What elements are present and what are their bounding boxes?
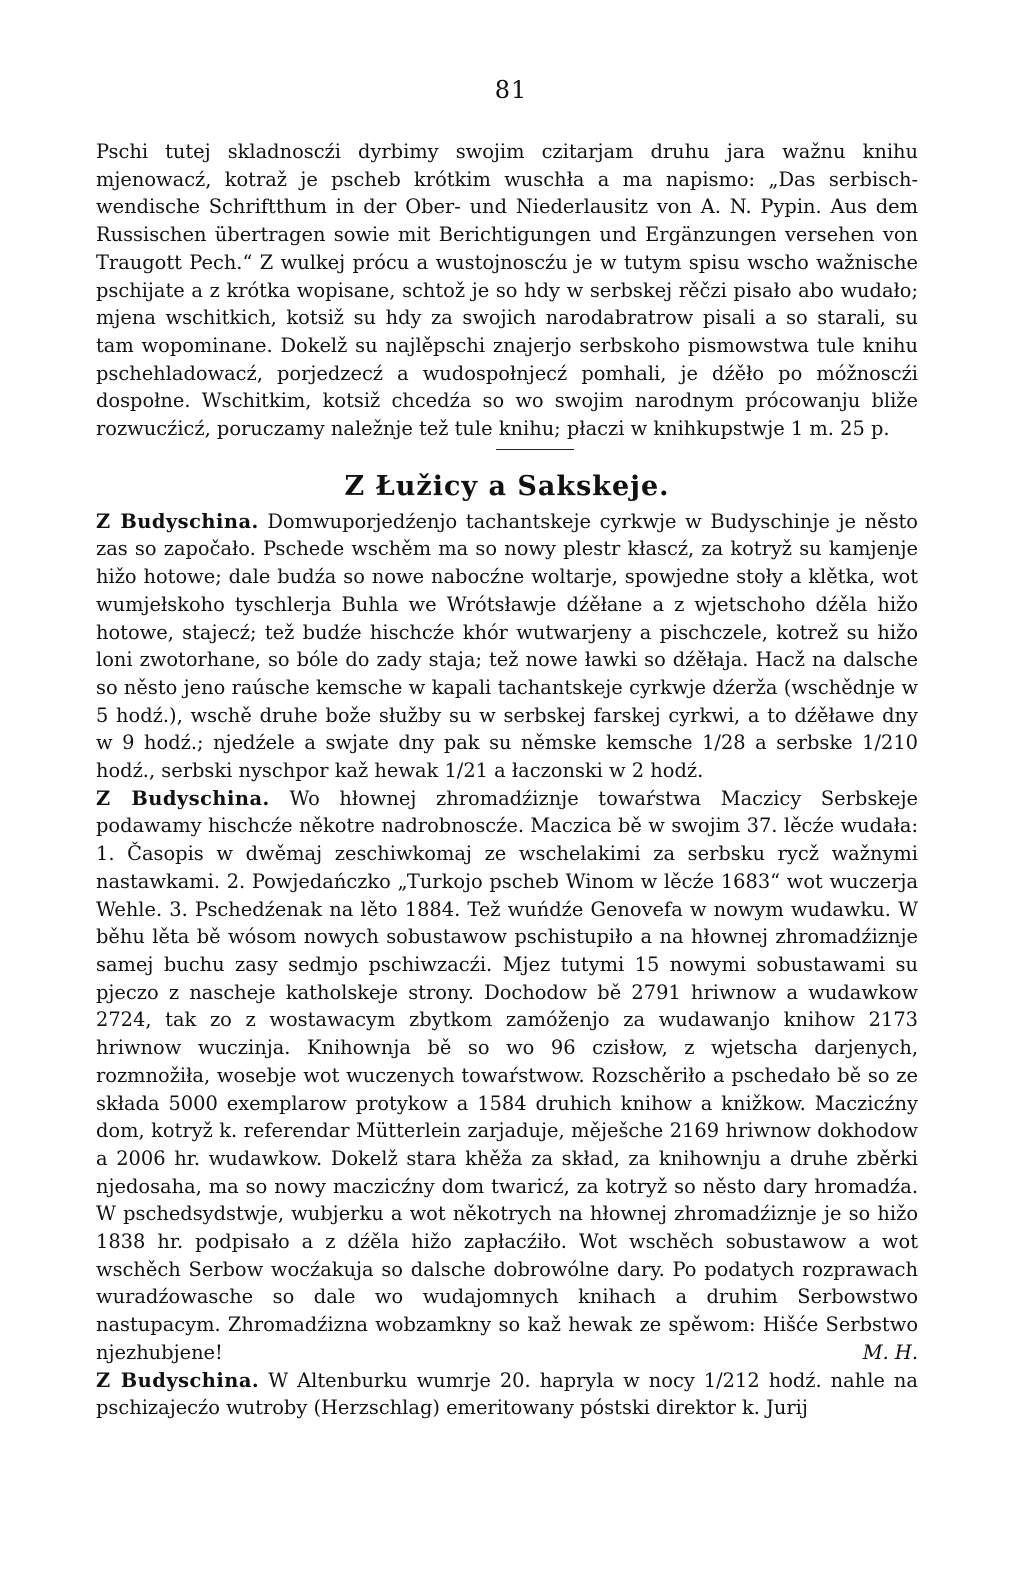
news-item-text: W Altenburku wumrje 20. hapryla w nocy 1/212 hodź. nahle na pschizajecźo wutroby (Herzschlag) emeritowany póstski direktor k. Jurij [96,1368,918,1420]
news-item-place: Z Budyschina. [96,509,259,533]
page-number: 81 [494,76,528,104]
document-page [96,76,918,1422]
news-item-place: Z Budyschina. [96,1368,260,1392]
news-item-place: Z Budyschina. [96,786,270,810]
news-item-2 [96,785,918,1367]
section-heading: Z Łužicy a Sakskeje. [344,470,670,502]
intro-paragraph: Pschi tutej skladnoscźi dyrbimy swojim czitarjam druhu jara wažnu knihu mjenowacź, kotraž je pscheb krótkim wuschła a ma napismo: „Das serbisch-wendische Schriftthum in der Ober- und Niederlausitz von A. N. Pypin. Aus dem Russischen übertragen sowie mit Berichtigungen und Ergänzungen versehen von Traugott Pech.“ Z wulkej prócu a wustojnoscźu je w tutym spisu wscho wažnische pschijate a z krótka wopisane, schtož je so hdy w serbskej rěčzi pisało abo wudało; mjena wschitkich, kotsiž su hdy za swojich narodabratrow pisali a so starali, su tam wopominane. Dokelž su najlěpschi znajerjo serbskoho pismowstwa tule knihu pschehladowacź, porjedzecź a wudospołnjecź pomhali, je dźěło po móžnoscźi dospołne. Wschitkim, kotsiž chcedźa so wo swojim narodnym prócowanju bliže rozwucźicź, poruczamy naležnje tež tule knihu; płaczi w knihkupstwje 1 m. 25 p. [96,140,918,441]
news-item-1 [96,508,918,785]
news-item-text: Wo hłownej zhromadźiznje towaŕstwa Maczicy Serbskeje podawamy hischcźe někotre nadrobnoscźe. Maczica bě w swojim 37. lěcźe wudała: 1. Časopis w dwěmaj zeschiwkomaj ze wschelakimi za serbsku rycž wažnymi nastawkami. 2. Powjedańczko „Turkojo pscheb Winom w lěcźe 1683“ wot wuczerja Wehle. 3. Pschedźenak na lěto 1884. Tež wuńdźe Genovefa w nowym wudawku. W běhu lěta bě wósom nowych sobustawow pschistupiło a na hłownej zhromadźiznje samej buchu zasy sedmjo pschiwzacźi. Mjez tutymi 15 nowymi sobustawami su pjeczo z nascheje katholskeje strony. Dochodow bě 2791 hriwnow a wudawkow 2724, tak zo z wostawacym zbytkom zamóženjo za wudawanjo knihow 2173 hriwnow wuczinja. Knihownja bě so wo 96 czisłow, z wjetscha darjenych, rozmnožiła, wosebje wot wuczenych towaŕstwow. Rozschěriło a pschedało bě so ze składa 5000 exemplarow protykow a 1584 druhich knihow a knižkow. Maczicźny dom, kotryž k. referendar Mütterlein zarjaduje, měješche 2169 hriwnow dokhodow a 2006 hr. wudawkow. Dokelž stara khěža za skład, za knihownju a druhe zběrki njedosaha, ma so nowy maczicźny dom twaricź, za kotryž so něsto dary hromadźa. W pschedsydstwje, wubjerku a wot někotrych na hłownej zhromadźiznje je so hižo 1838 hr. podpisało a z dźěla hižo zapłacźiło. Wot wschěch sobustawow a wot wschěch Serbow wocźakuja so dalsche dobrowólne dary. Po podatych rozprawach wuradźowasche so dale wo wudajomnych knihach a druhim Serbowstwo nastupacym. Zhromadźizna wobzamkny so kaž hewak ze spěwom: Hišće Serbstwo njezhubjene! [96,786,918,1364]
news-item-3 [96,1367,918,1422]
author-signature: M. H. [862,1340,918,1364]
section-divider [496,449,574,450]
news-item-text: Domwuporjedźenjo tachantskeje cyrkwje w Budyschinje je něsto zas so započało. Pschede wschěm ma so nowy plestr kłascź, za kotryž su kamjenje hižo hotowe; dale budźa so nowe nabocźne woltarje, spowjedne stoły a klětka, wot wumjełskoho tyschlerja Buhla we Wrótsławje dźěłane a z wjetschoho dźěla hižo hotowe, stajecź; tež budźe hischcźe khór wutwarjeny a pischczele, kotrež su hižo loni zwotorhane, so bóle do zady staja; tež nowe ławki so dźěłaja. Hacž na dalsche so něsto jeno raúsche kemsche w kapali tachantskeje cyrkwje dźerža (wschědnje w 5 hodź.), wschě druhe bože słužby su w serbskej farskej cyrkwi, a to dźěławe dny w 9 hodź.; njedźele a swjate dny pak su němske kemsche 1/28 a serbske 1/210 hodź., serbski nyschpor kaž hewak 1/21 a łaczonski w 2 hodź. [96,509,918,783]
